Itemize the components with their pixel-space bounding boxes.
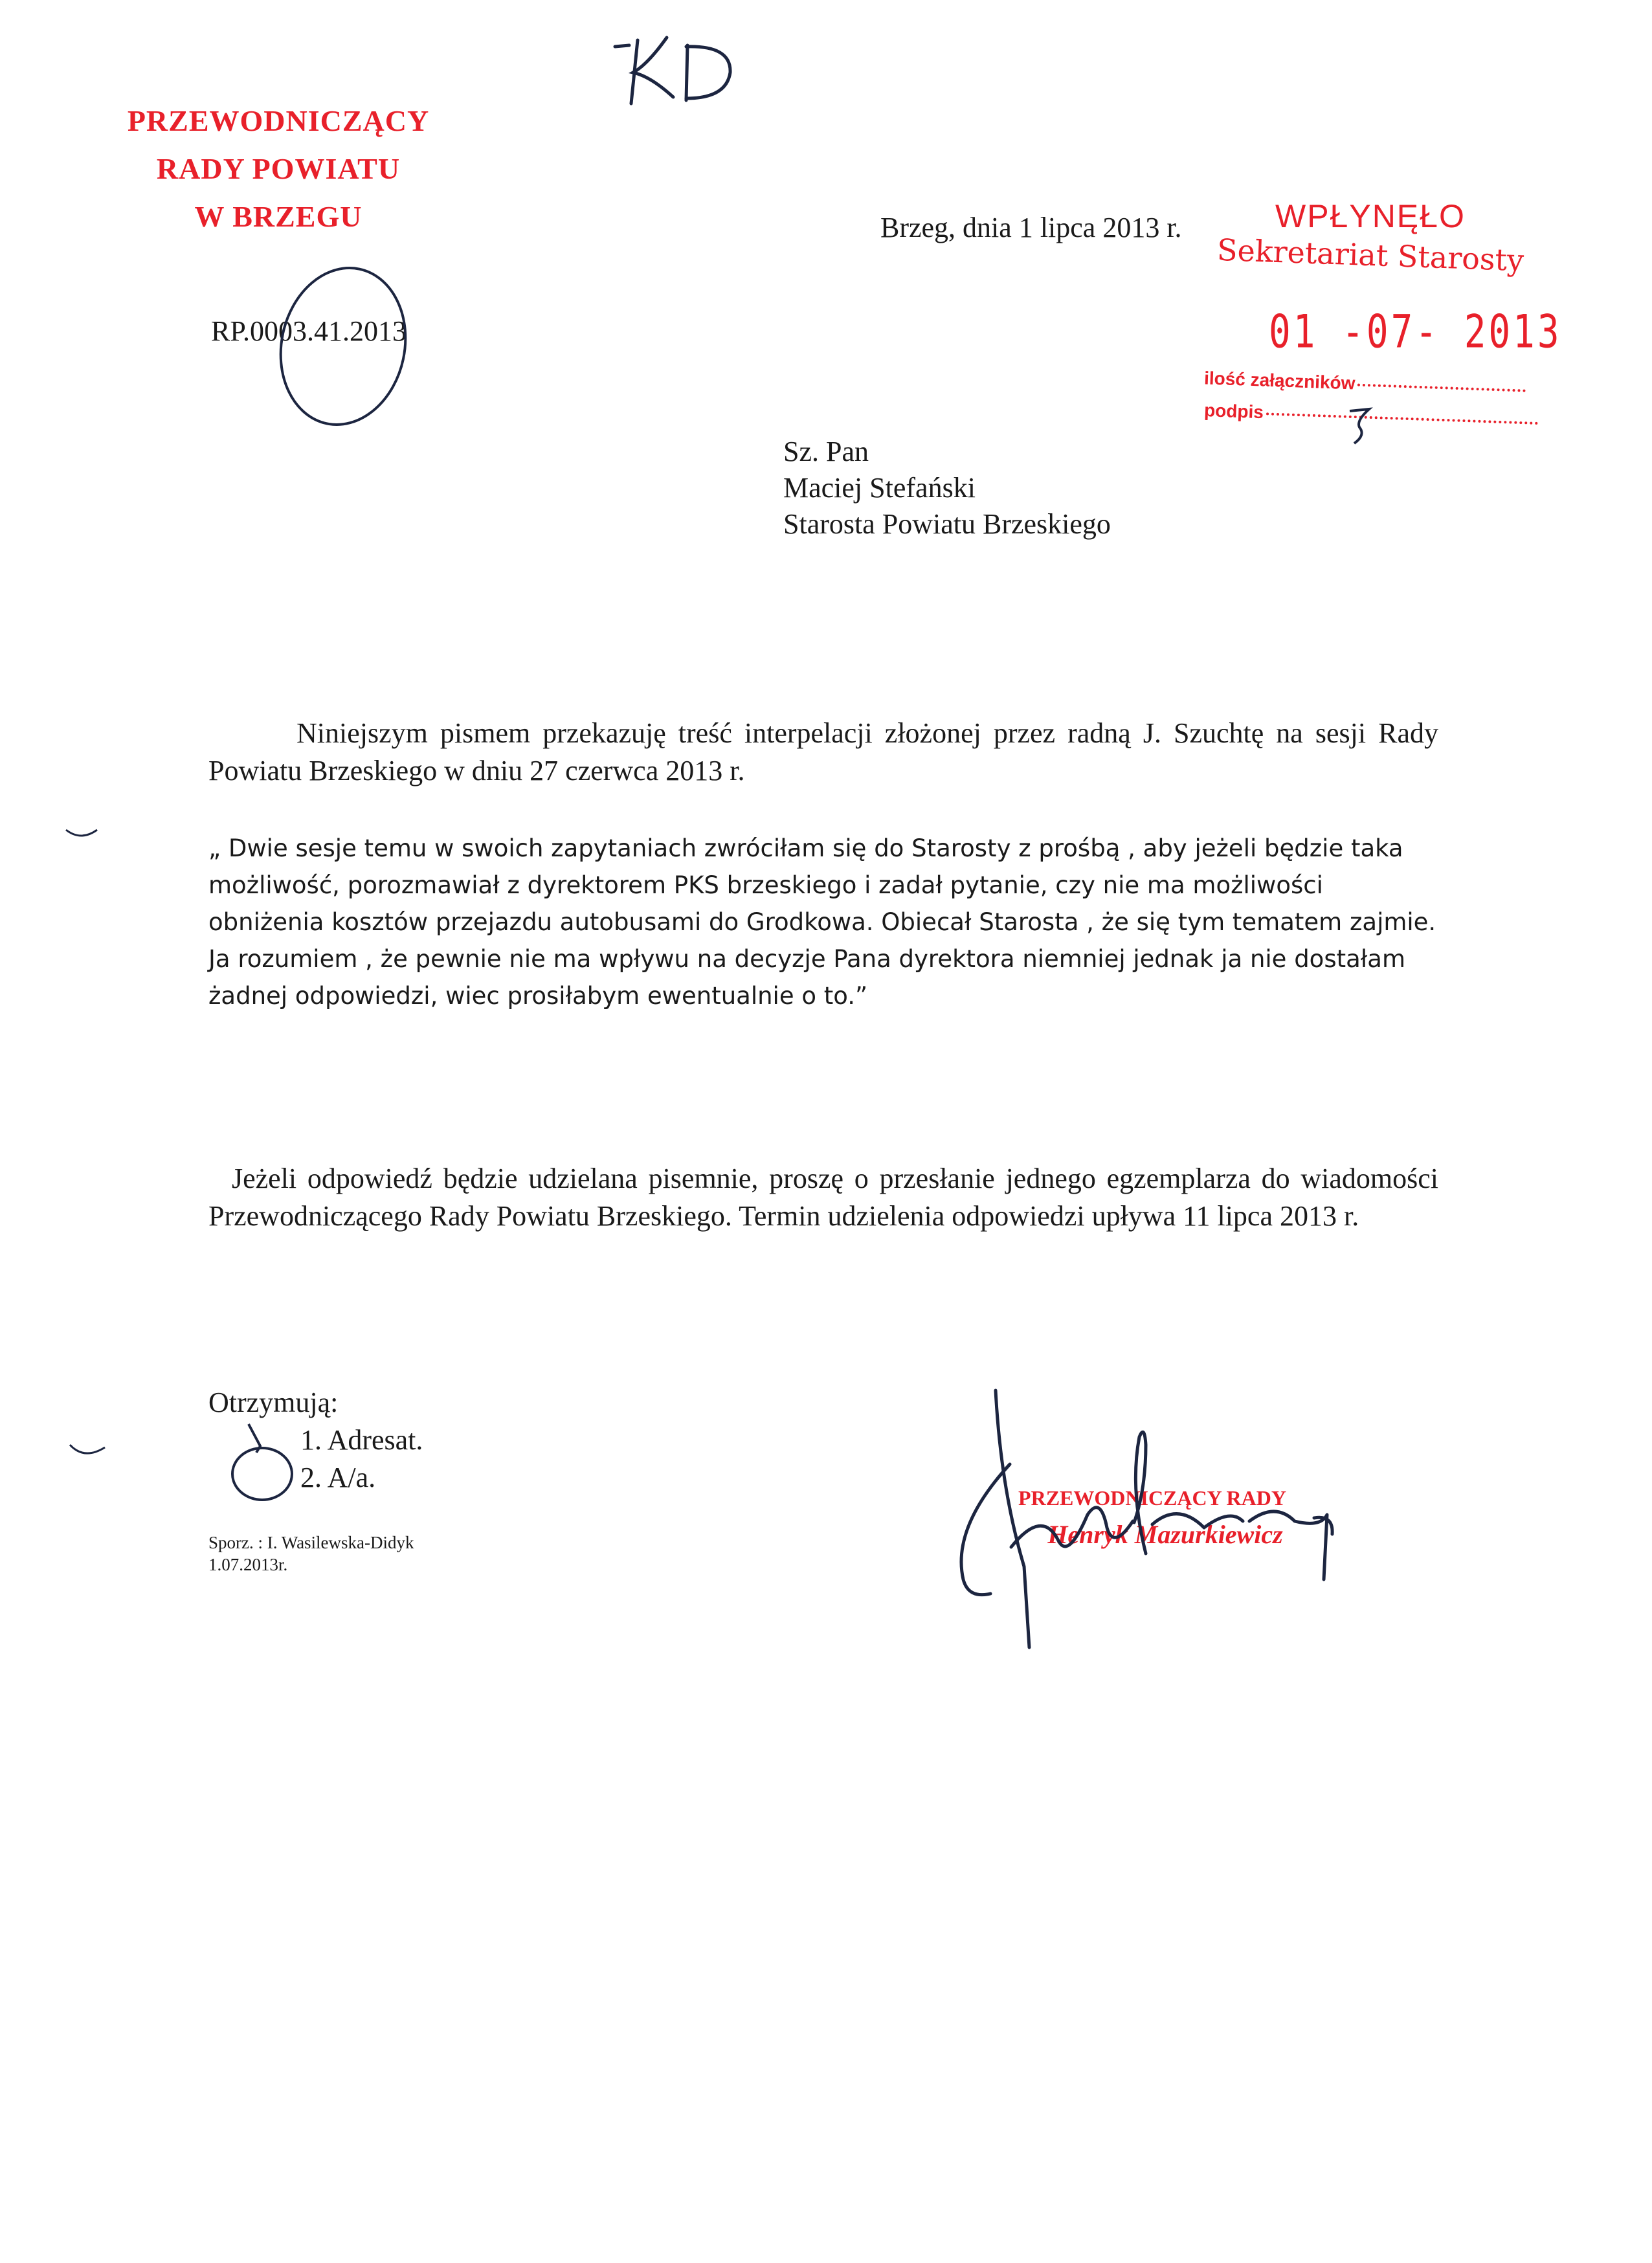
margin-tick-1 [66,830,97,836]
letterhead-line-1: PRZEWODNICZĄCY [127,104,430,137]
reference-number: RP.0003.41.2013 [211,315,407,347]
place-date: Brzeg, dnia 1 lipca 2013 r. [880,212,1182,243]
interpellation-quote: „ Dwie sesje temu w swoich zapytaniach zwróciłam się do Starosty z prośbą , aby jeżeli będzie taka możliwość, porozmawiał z dyrektorem PKS brzeskiego i zadał pytanie, czy nie ma możliwości obniżenia kosztów przejazdu autobusami do Grodkowa. Obiecał Starosta , że się tym tematem zajmie. Ja rozumiem , że pewnie nie ma wpływu na decyzje Pana dyrektora niemniej jednak ja nie dostałam żadnej odpowiedzi, wiec prosiłabym ewentualnie o to.” [208,834,1436,1010]
handwritten-initials-icon [615,38,730,104]
signature-stamp-name: Henryk Mazurkiewicz [1047,1520,1283,1549]
letterhead-line-3: W BRZEGU [194,200,363,233]
incoming-stamp-office: Sekretariat Starosty [1216,232,1524,278]
recipient-item: 1. Adresat. [300,1424,423,1456]
incoming-stamp-date: 01 -07- 2013 [1269,306,1562,359]
signature-label: podpis [1203,400,1264,423]
recipient-item: 2. A/a. [300,1462,376,1493]
handwritten-signature-icon [961,1390,1332,1647]
stamp-signature-mark [1350,409,1369,443]
body-paragraph-2-text: Jeżeli odpowiedź będzie udzielana pisemnie, proszę o przesłanie jednego egzemplarza do wiadomości Przewodniczącego Rady Powiatu Brzeskiego. Termin udzielenia odpowiedzi upływa 11 lipca 2013 r. [208,1163,1438,1232]
incoming-stamp-title: WPŁYNĘŁO [1275,198,1466,234]
reference-circle-mark [267,256,420,436]
body-paragraph-1-text: Niniejszym pismem przekazuję treść interpelacji złożonej przez radną J. Szuchtę na sesji Rady Powiatu Brzeskiego w dniu 27 czerwca 2013 r. [208,717,1438,786]
attachments-label: ilość załączników [1203,368,1356,394]
signature-stamp-title: PRZEWODNICZĄCY RADY [1018,1486,1286,1510]
letterhead-line-2: RADY POWIATU [156,152,401,185]
prepared-by-date: 1.07.2013r. [208,1555,288,1574]
addressee-name: Maciej Stefański [783,472,976,504]
prepared-by-name: Sporz. : I. Wasilewska-Didyk [208,1533,414,1552]
addressee-title: Starosta Powiatu Brzeskiego [783,508,1111,540]
recipients-heading: Otrzymują: [208,1387,339,1418]
margin-tick-2 [70,1445,105,1453]
addressee-salutation: Sz. Pan [783,436,869,467]
recipient-circle-mark [232,1448,292,1500]
